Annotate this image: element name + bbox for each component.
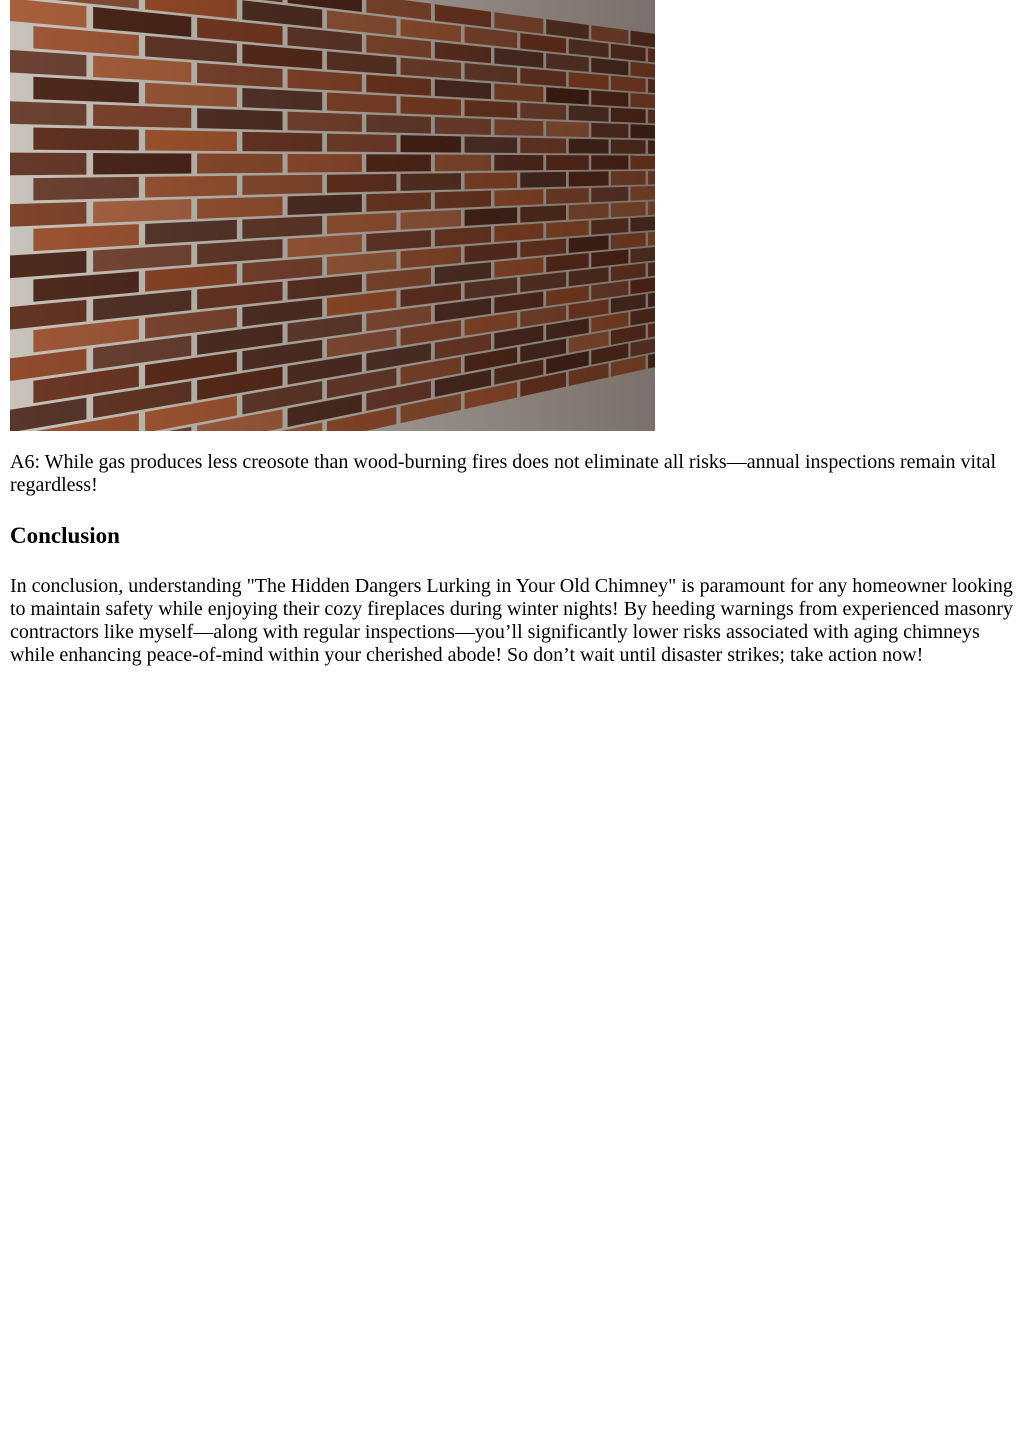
article-content (10, 0, 1014, 667)
brick-wall-image (10, 0, 655, 431)
conclusion-heading: Conclusion (10, 523, 120, 548)
brick-wall-illustration (10, 0, 655, 431)
faq-answer-a6: A6: While gas produces less creosote than wood-burning fires does not eliminate all risks—annual inspections remain vital regardless! (10, 451, 997, 496)
conclusion-paragraph: In conclusion, understanding "The Hidden Dangers Lurking in Your Old Chimney" is paramount for any homeowner looking to maintain safety while enjoying their cozy fireplaces during winter nights! By heeding warnings from experienced masonry contractors like myself—along with regular inspections—you’ll significantly lower risks associated with aging chimneys while enhancing peace-of-mind within your cherished abode! So don’t wait until disaster strikes; take action now! (10, 575, 1014, 666)
